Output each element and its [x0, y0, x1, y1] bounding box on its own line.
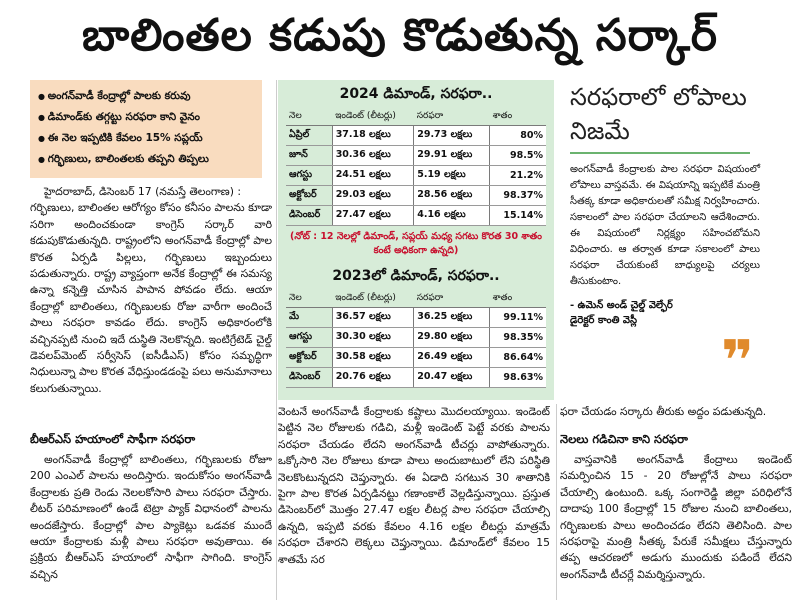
table-row — [286, 368, 546, 388]
headline: బాలింతల కడుపు కొడుతున్న సర్కార్ — [82, 10, 718, 61]
cell-percent: 15.14% — [490, 206, 546, 226]
cell-supply: 5.19 లక్షలు — [414, 166, 490, 186]
table-row — [286, 126, 546, 146]
table-note: (నోట్ : 12 నెలల్లో డిమాండ్, సప్లయ్ మధ్య సగటు కొరత 30 శాతం కంటే అధికంగా ఉన్నది) — [290, 231, 542, 256]
cell-supply: 28.56 లక్షలు — [414, 186, 490, 206]
cell-percent: 98.63% — [490, 368, 546, 388]
cell-percent: 98.35% — [490, 328, 546, 348]
quote-title: సరఫరాలో లోపాలు నిజమే — [570, 83, 747, 145]
cell-percent: 86.64% — [490, 348, 546, 368]
right-column-lower — [560, 452, 792, 600]
table-header-row — [286, 109, 546, 126]
col-header: ఇండెంట్ (లీటర్లు) — [332, 291, 414, 308]
highlight-item: ● గర్భిణులు, బాలింతలకు తప్పని తిప్పలు — [38, 149, 254, 170]
cell-percent: 98.37% — [490, 186, 546, 206]
col-header: నెల — [286, 109, 332, 126]
data-tables-box — [278, 80, 554, 400]
cell-indent: 29.03 లక్షలు — [332, 186, 414, 206]
cell-indent: 37.18 లక్షలు — [332, 126, 414, 146]
table-row — [286, 166, 546, 186]
quote-body: అంగన్‌వాడీ కేంద్రాలకు పాల సరఫరా విషయంలో లోపాలు వాస్తవమే. ఈ విషయాన్ని ఇప్పటికే మంత్రి సీతక్క కూడా అధికారులతో సమీక్ష నిర్వహించారు. సకాలంలో పాల సరఫరా చేయాలని ఆదేశించారు. ఈ విషయంలో నిర్లక్ష్యం సహించబోమని విధించారు. ఆ తర్వాత కూడా సకాలంలో పాలు సరఫరా చేయకుంటే బాధ్యులపై చర్యలు తీసుకుంటాం. — [570, 164, 760, 287]
cell-percent: 21.2% — [490, 166, 546, 186]
cell-supply: 26.49 లక్షలు — [414, 348, 490, 368]
cell-supply: 29.91 లక్షలు — [414, 146, 490, 166]
article-paragraph: ఫరా చేయడం సర్కారు తీరుకు అద్దం పడుతున్నది. — [560, 405, 767, 418]
cell-supply: 29.73 లక్షలు — [414, 126, 490, 146]
section-subhead: నెలలు గడిచినా కాని సరఫరా — [560, 432, 688, 446]
cell-indent: 30.36 లక్షలు — [332, 146, 414, 166]
cell-month: ఆగస్టు — [286, 328, 332, 348]
cell-indent: 30.58 లక్షలు — [332, 348, 414, 368]
highlight-item: ● అంగన్‌వాడీ కేంద్రాల్లో పాలకు కరువు — [38, 86, 254, 107]
cell-supply: 36.25 లక్షలు — [414, 308, 490, 328]
table-row — [286, 308, 546, 328]
left-column — [30, 184, 272, 420]
table-row — [286, 206, 546, 226]
quote-mark-icon: ❞ — [721, 329, 754, 394]
left-column-lower — [30, 452, 272, 600]
cell-month: అక్టోబర్ — [286, 186, 332, 206]
table-row — [286, 146, 546, 166]
column-divider — [276, 80, 277, 600]
table-header-row — [286, 291, 546, 308]
cell-indent: 36.57 లక్షలు — [332, 308, 414, 328]
col-header: శాతం — [490, 109, 546, 126]
table-row — [286, 328, 546, 348]
cell-supply: 4.16 లక్షలు — [414, 206, 490, 226]
cell-percent: 99.11% — [490, 308, 546, 328]
highlights-box — [30, 80, 262, 178]
cell-month: డిసెంబర్ — [286, 206, 332, 226]
cell-percent: 80% — [490, 126, 546, 146]
table-2023 — [286, 291, 546, 388]
cell-month: జూన్ — [286, 146, 332, 166]
cell-indent: 27.47 లక్షలు — [332, 206, 414, 226]
cell-month: ఆగస్టు — [286, 166, 332, 186]
cell-month: డిసెంబర్ — [286, 368, 332, 388]
column-divider — [556, 404, 557, 600]
quote-rule — [570, 152, 750, 154]
col-header: శాతం — [490, 291, 546, 308]
cell-indent: 20.76 లక్షలు — [332, 368, 414, 388]
section-subhead: బీఆర్ఎస్ హయాంలో సాఫీగా సరఫరా — [30, 432, 196, 446]
col-header: సరఫరా — [414, 291, 490, 308]
highlight-item: ● డిమాండ్‌కు తగ్గట్టు సరఫరా కాని వైనం — [38, 107, 254, 128]
cell-indent: 30.30 లక్షలు — [332, 328, 414, 348]
article-paragraph: అంగన్‌వాడీ కేంద్రాల్లో బాలింతలు, గర్భిణులకు రోజూ 200 ఎంఎల్ పాలను అందిస్తారు. ఇందుకోసం అంగన్‌వాడీ కేంద్రాలకు ప్రతి రెండు నెలలకోసారి పాలు సరఫరా చేస్తారు. లీటర్ పరిమాణంలో ఉండే టెట్రా ప్యాక్ విధానంలో పాలను అందజేస్తారు. కేంద్రాల్లో పాల ప్యాకెట్లు ఒడవక ముందే ఆయా కేంద్రాలకు మళ్లీ పాలు సరఫరా అవుతాయి. ఈ ప్రక్రియ బీఆర్ఎస్ హయాంలో సాఫీగా సాగింది. కాంగ్రెస్ వచ్చిన — [30, 453, 272, 581]
col-header: ఇండెంట్ (లీటర్లు) — [332, 109, 414, 126]
highlight-item: ● ఈ నెల ఇప్పటికి కేవలం 15% సప్లయ్ — [38, 128, 254, 149]
middle-column — [278, 404, 550, 600]
cell-supply: 20.47 లక్షలు — [414, 368, 490, 388]
quote-author: - ఉమెన్ అండ్ చైల్డ్ వెల్ఫేర్ డైరెక్టర్ కాంతి వెస్లీ — [570, 300, 673, 326]
article-paragraph: వెంటనే అంగన్‌వాడీ కేంద్రాలకు కష్టాలు మొదలయ్యాయి. ఇండెంట్ పెట్టిన నెల రోజులకు గడిచి, మళ్లీ ఇండెంట్ పెట్టే వరకు పాలను సరఫరా చేయడం లేదని అంగన్‌వాడీ టీచర్లు వాపోతున్నారు. ఒక్కోసారి నెల రోజులు కూడా పాలు అందుబాటులో లేని పరిస్థితి నెలకొంటున్నదని చెప్తున్నారు. ఈ ఏడాది సగటున 30 శాతానికి పైగా పాల కొరత ఏర్పడినట్టు గణాంకాలే వెల్లడిస్తున్నాయి. ప్రస్తుత డిసెంబర్‌లో మొత్తం 27.47 లక్షల లీటర్ల పాల సరఫరా చేయాల్సి ఉన్నది, ఇప్పటి వరకు కేవలం 4.16 లక్షల లీటర్లు మాత్రమే సరఫరా చేశారని లెక్కలు చెప్తున్నాయి. డిమాండ్‌లో కేవలం 15 శాతమే సర — [278, 405, 550, 566]
cell-month: ఏప్రిల్ — [286, 126, 332, 146]
col-header: సరఫరా — [414, 109, 490, 126]
col-header: నెల — [286, 291, 332, 308]
right-column — [560, 404, 792, 424]
cell-month: మే — [286, 308, 332, 328]
table-2024 — [286, 109, 546, 226]
table-2024-title: 2024 డిమాండ్, సరఫరా.. — [339, 86, 493, 102]
cell-month: అక్టోబర్ — [286, 348, 332, 368]
table-row — [286, 186, 546, 206]
dateline: హైదరాబాద్, డిసెంబర్ 17 (నమస్తే తెలంగాణ) : — [44, 185, 241, 198]
article-paragraph: వాస్తవానికి అంగన్‌వాడీ కేంద్రాలు ఇండెంట్ సమర్పించిన 15 - 20 రోజుల్లోనే పాలు సరఫరా చేయాల్సి ఉంటుంది. ఒక్క సంగారెడ్డి జిల్లా పరిధిలోనే దాదాపు 100 కేంద్రాల్లో 15 రోజుల నుంచి బాలింతలు, గర్భిణులకు పాలు అందించడం లేదని తెలిసింది. పాల సరఫరాపై మంత్రి సీతక్క పేరుకే సమీక్షలు చేస్తున్నారు తప్ప ఆచరణలో అడుగు ముందుకు పడిందే లేదని అంగన్‌వాడీ టీచర్లే విమర్శిస్తున్నారు. — [560, 453, 792, 581]
cell-indent: 24.51 లక్షలు — [332, 166, 414, 186]
cell-supply: 29.80 లక్షలు — [414, 328, 490, 348]
table-2023-title: 2023లో డిమాండ్, సరఫరా.. — [332, 268, 500, 284]
cell-percent: 98.5% — [490, 146, 546, 166]
table-row — [286, 348, 546, 368]
quote-box — [560, 80, 760, 400]
article-paragraph: గర్భిణులు, బాలింతల ఆరోగ్యం కోసం కనీసం పాలను కూడా సరిగా అందించకుండా కాంగ్రెస్ సర్కార్ వారి కడుపుకొడుతున్నది. రాష్ట్రంలోని అంగన్‌వాడీ కేంద్రాల్లో పాల కొరత ఏర్పడి పిల్లలు, గర్భిణులు ఇబ్బందులు పడుతున్నారు. రాష్ట్ర వ్యాప్తంగా అనేక కేంద్రాల్లో ఈ సమస్య ఉన్నా కన్నెత్తి చూసిన పాపాన పోవడం లేదు. ఆయా కేంద్రాల్లో బాలింతలు, గర్భిణులకు రోజు వారీగా అందించే పాలు సరఫరా కావడం లేదు. కాంగ్రెస్ అధికారంలోకి వచ్చినప్పటి నుంచి ఇదే దుస్థితి నెలకొన్నది. ఇంటిగ్రేటెడ్ చైల్డ్ డెవలప్‌మెంట్ సర్వీసెస్ (ఐసీడీఎస్) కోసం సమృద్ధిగా నిధులున్నా పాల కొరత వేధిస్తుండడంపై పలు అనుమానాలు కలుగుతున్నాయి. — [30, 201, 272, 395]
